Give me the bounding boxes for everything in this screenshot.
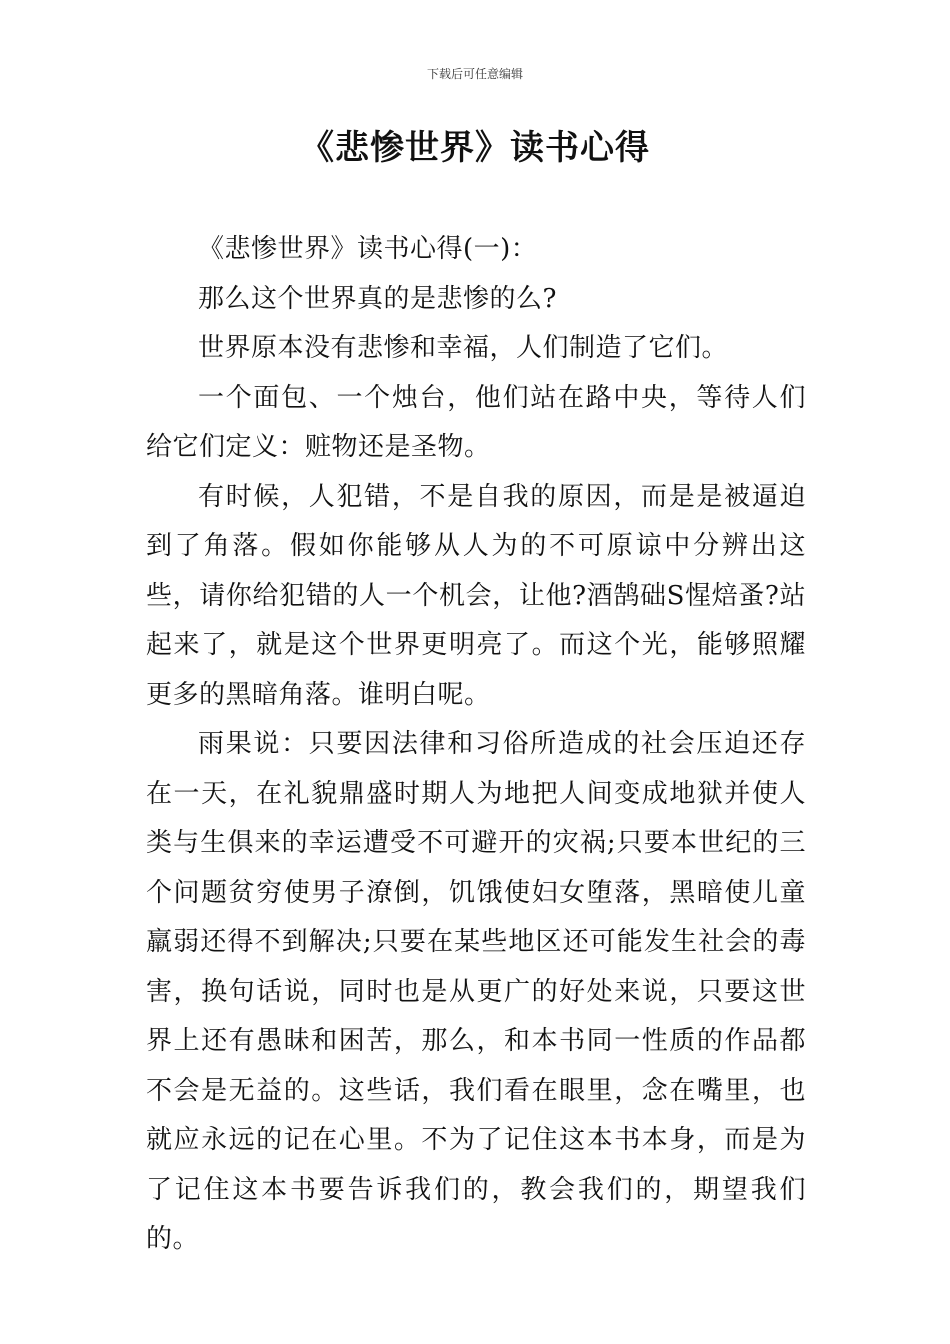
document-body xyxy=(146,225,806,1265)
document-title: 《悲惨世界》读书心得 xyxy=(300,128,650,168)
paragraph: 雨果说：只要因法律和习俗所造成的社会压迫还存在一天，在礼貌鼎盛时期人为地把人间变成地狱并使人类与生俱来的幸运遭受不可避开的灾祸;只要本世纪的三个问题贫穷使男子潦倒，饥饿使妇女堕落，黑暗使儿童羸弱还得不到解决;只要在某些地区还可能发生社会的毒害，换句话说，同时也是从更广的好处来说，只要这世界上还有愚昧和困苦，那么，和本书同一性质的作品都不会是无益的。这些话，我们看在眼里，念在嘴里，也就应永远的记在心里。不为了记住这本书本身，而是为了记住这本书要告诉我们的，教会我们的，期望我们的。 xyxy=(146,729,806,1254)
paragraph: 世界原本没有悲惨和幸福，人们制造了它们。 xyxy=(198,333,729,363)
paragraph-subtitle: 《悲惨世界》读书心得(一)： xyxy=(198,234,538,264)
paragraph: 有时候，人犯错，不是自我的原因，而是是被逼迫到了角落。假如你能够从人为的不可原谅中分辨出这些，请你给犯错的人一个机会，让他?酒鹄础S惺焙蚤?站起来了，就是这个世界更明亮了。而这个光，能够照耀更多的黑暗角落。谁明白呢。 xyxy=(146,481,806,710)
paragraph: 那么这个世界真的是悲惨的么? xyxy=(198,283,557,314)
paragraph: 一个面包、一个烛台，他们站在路中央，等待人们给它们定义：赃物还是圣物。 xyxy=(146,382,806,462)
header-note: 下载后可任意编辑 xyxy=(426,67,523,81)
